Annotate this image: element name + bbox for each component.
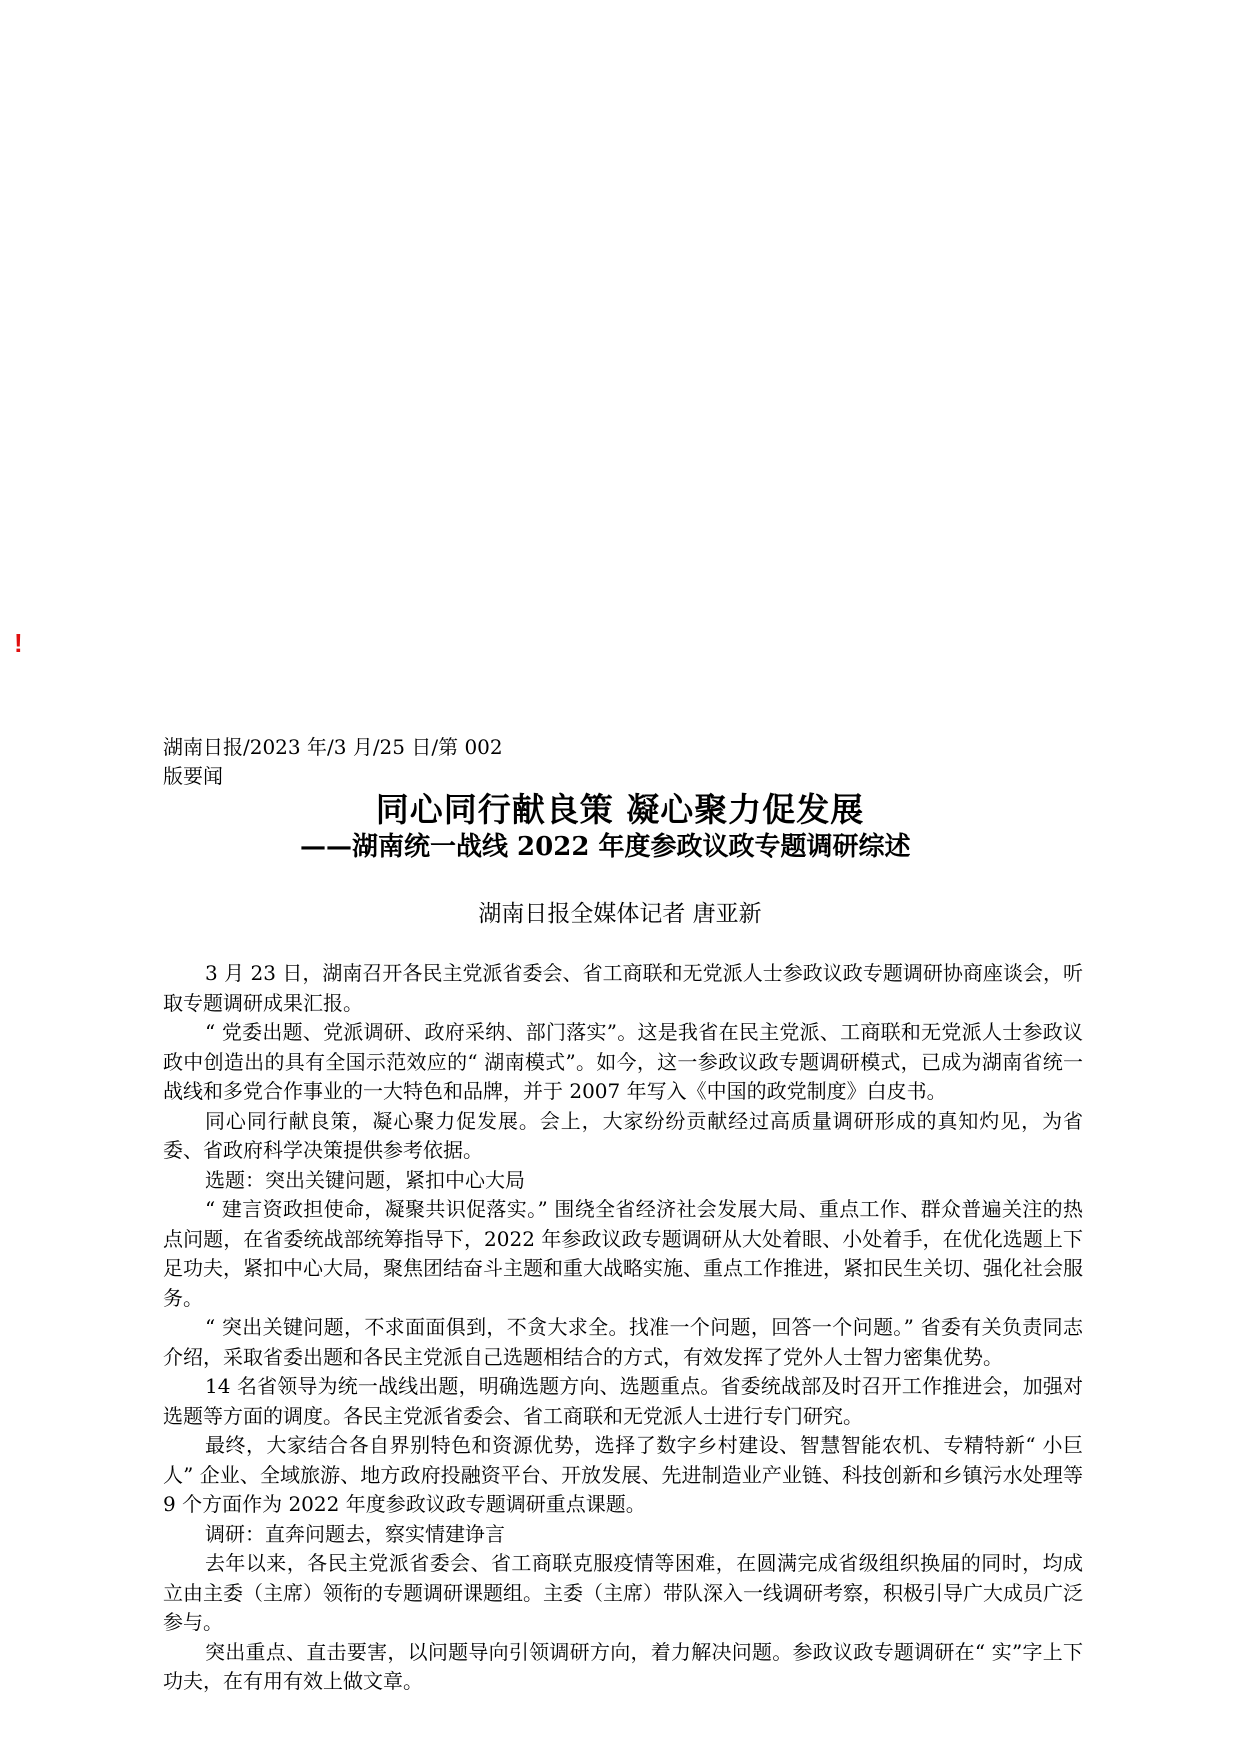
exclamation-mark: ! bbox=[14, 628, 23, 658]
paragraph: “ 建言资政担使命，凝聚共识促落实。” 围绕全省经济社会发展大局、重点工作、群众普遍关注的热点问题，在省委统战部统筹指导下，2022 年参政议政专题调研从大处着眼、小处着手，在优化选题上下足功夫，紧扣中心大局，聚焦团结奋斗主题和重大战略实施、重点工作推进，紧扣民生关切、强化社会服务。 bbox=[163, 1197, 1083, 1310]
source-line-1: 湖南日报/2023 年/3 月/25 日/第 002 bbox=[163, 735, 503, 759]
section-heading: 调研：直奔问题去，察实情建诤言 bbox=[205, 1521, 505, 1546]
section-heading: 选题：突出关键问题，紧扣中心大局 bbox=[205, 1167, 525, 1192]
paragraph: “ 突出关键问题，不求面面俱到，不贪大求全。找准一个问题，回答一个问题。” 省委有关负责同志介绍，采取省委出题和各民主党派自己选题相结合的方式，有效发挥了党外人士智力密集优势。 bbox=[163, 1315, 1083, 1369]
paragraph: 最终，大家结合各自界别特色和资源优势，选择了数字乡村建设、智慧智能农机、专精特新“ 小巨人” 企业、全域旅游、地方政府投融资平台、开放发展、先进制造业产业链、科技创新和乡镇污水处理等 9 个方面作为 2022 年度参政议政专题调研重点课题。 bbox=[163, 1433, 1083, 1516]
article-body bbox=[163, 959, 1083, 1697]
article-title: 同心同行献良策 凝心聚力促发展 bbox=[375, 790, 865, 829]
paragraph: 3 月 23 日，湖南召开各民主党派省委会、省工商联和无党派人士参政议政专题调研协商座谈会，听取专题调研成果汇报。 bbox=[163, 961, 1083, 1015]
paragraph: 同心同行献良策，凝心聚力促发展。会上，大家纷纷贡献经过高质量调研形成的真知灼见，为省委、省政府科学决策提供参考依据。 bbox=[163, 1108, 1083, 1162]
source-line bbox=[163, 733, 503, 791]
article-subtitle: ——湖南统一战线 2022 年度参政议政专题调研综述 bbox=[300, 832, 911, 862]
paragraph: “ 党委出题、党派调研、政府采纳、部门落实”。这是我省在民主党派、工商联和无党派人士参政议政中创造出的具有全国示范效应的“ 湖南模式”。如今，这一参政议政专题调研模式，已成为湖南省统一战线和多党合作事业的一大特色和品牌，并于 2007 年写入《中国的政党制度》白皮书。 bbox=[163, 1020, 1083, 1103]
paragraph: 突出重点、直击要害，以问题导向引领调研方向，着力解决问题。参政议政专题调研在“ 实”字上下功夫，在有用有效上做文章。 bbox=[163, 1639, 1083, 1693]
paragraph: 14 名省领导为统一战线出题，明确选题方向、选题重点。省委统战部及时召开工作推进会，加强对选题等方面的调度。各民主党派省委会、省工商联和无党派人士进行专门研究。 bbox=[163, 1374, 1083, 1428]
paragraph: 去年以来，各民主党派省委会、省工商联克服疫情等困难，在圆满完成省级组织换届的同时，均成立由主委（主席）领衔的专题调研课题组。主委（主席）带队深入一线调研考察，积极引导广大成员广泛参与。 bbox=[163, 1551, 1083, 1634]
source-line-2: 版要闻 bbox=[163, 764, 223, 788]
article-author: 湖南日报全媒体记者 唐亚新 bbox=[478, 901, 762, 927]
